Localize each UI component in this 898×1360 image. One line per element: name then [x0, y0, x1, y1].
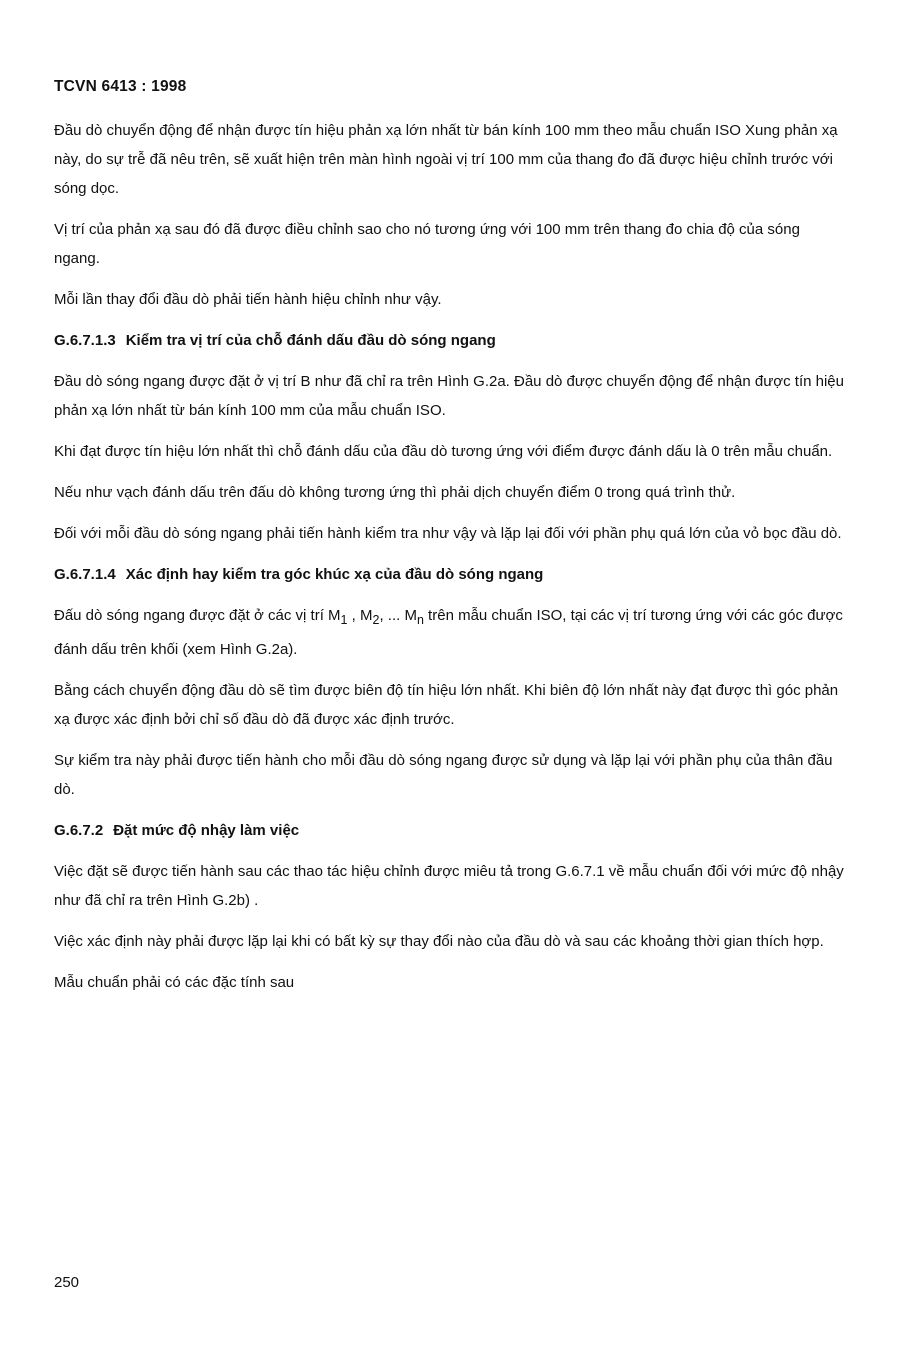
section-heading [54, 326, 844, 355]
paragraph [54, 601, 844, 664]
text-run: Đấu dò sóng ngang được đặt ở các vị trí M [54, 607, 341, 624]
paragraph: Việc xác định này phải được lặp lại khi có bất kỳ sự thay đổi nào của đầu dò và sau các khoảng thời gian thích hợp. [54, 933, 824, 950]
paragraph: Bằng cách chuyển động đầu dò sẽ tìm được biên độ tín hiệu lớn nhất. Khi biên độ lớn nhất này đạt được thì góc phản xạ được xác định bởi chỉ số đầu dò đã được xác định trước. [54, 682, 839, 728]
document-body [54, 116, 844, 1009]
paragraph: Sự kiểm tra này phải được tiến hành cho mỗi đầu dò sóng ngang được sử dụng và lặp lại với phần phụ của thân đầu dò. [54, 752, 833, 798]
section-title: Đặt mức độ nhậy làm việc [113, 822, 300, 839]
text-run: trên mẫu chuẩn ISO, tại các vị trí tương ứng với các góc được đánh dấu trên khối (xem Hình G.2a). [54, 607, 843, 658]
standard-header: TCVN 6413 : 1998 [54, 78, 187, 95]
page-number: 250 [54, 1274, 80, 1291]
paragraph: Đầu dò sóng ngang được đặt ở vị trí B như đã chỉ ra trên Hình G.2a. Đầu dò được chuyển động để nhận được tín hiệu phản xạ lớn nhất từ bán kính 100 mm của mẫu chuẩn ISO. [54, 373, 844, 419]
subscript: 2 [372, 613, 380, 627]
section-title: Xác định hay kiểm tra góc khúc xạ của đầu dò sóng ngang [125, 566, 544, 583]
paragraph: Mẫu chuẩn phải có các đặc tính sau [54, 974, 295, 991]
section-heading [54, 816, 844, 845]
section-number: G.6.7.1.4 [54, 566, 116, 583]
paragraph: Đối với mỗi đầu dò sóng ngang phải tiến hành kiểm tra như vậy và lặp lại đối với phần phụ quá lớn của vỏ bọc đầu dò. [54, 525, 842, 542]
text-run: , M [347, 607, 373, 624]
paragraph: Mỗi lần thay đổi đầu dò phải tiến hành hiệu chỉnh như vậy. [54, 291, 442, 308]
section-title: Kiểm tra vị trí của chỗ đánh dấu đầu dò sóng ngang [125, 332, 496, 349]
paragraph: Việc đặt sẽ được tiến hành sau các thao tác hiệu chỉnh được miêu tả trong G.6.7.1 về mẫu chuẩn đối với mức độ nhậy như đã chỉ ra trên Hình G.2b) . [54, 863, 844, 909]
subscript: n [416, 613, 424, 627]
subscript: 1 [340, 613, 348, 627]
paragraph: Đầu dò chuyển động để nhận được tín hiệu phản xạ lớn nhất từ bán kính 100 mm theo mẫu chuẩn ISO Xung phản xạ này, do sự trễ đã nêu trên, sẽ xuất hiện trên màn hình ngoài vị trí 100 mm của thang đo đã được hiệu chỉnh trước với sóng dọc. [54, 122, 838, 197]
text-run: , ... M [379, 607, 417, 624]
paragraph: Vị trí của phản xạ sau đó đã được điều chỉnh sao cho nó tương ứng với 100 mm trên thang đo chia độ của sóng ngang. [54, 221, 800, 267]
section-number: G.6.7.2 [54, 822, 104, 839]
paragraph: Nếu như vạch đánh dấu trên đấu dò không tương ứng thì phải dịch chuyển điểm 0 trong quá trình thử. [54, 484, 736, 501]
paragraph: Khi đạt được tín hiệu lớn nhất thì chỗ đánh dấu của đầu dò tương ứng với điểm được đánh dấu là 0 trên mẫu chuẩn. [54, 443, 833, 460]
section-number: G.6.7.1.3 [54, 332, 116, 349]
section-heading [54, 560, 844, 589]
